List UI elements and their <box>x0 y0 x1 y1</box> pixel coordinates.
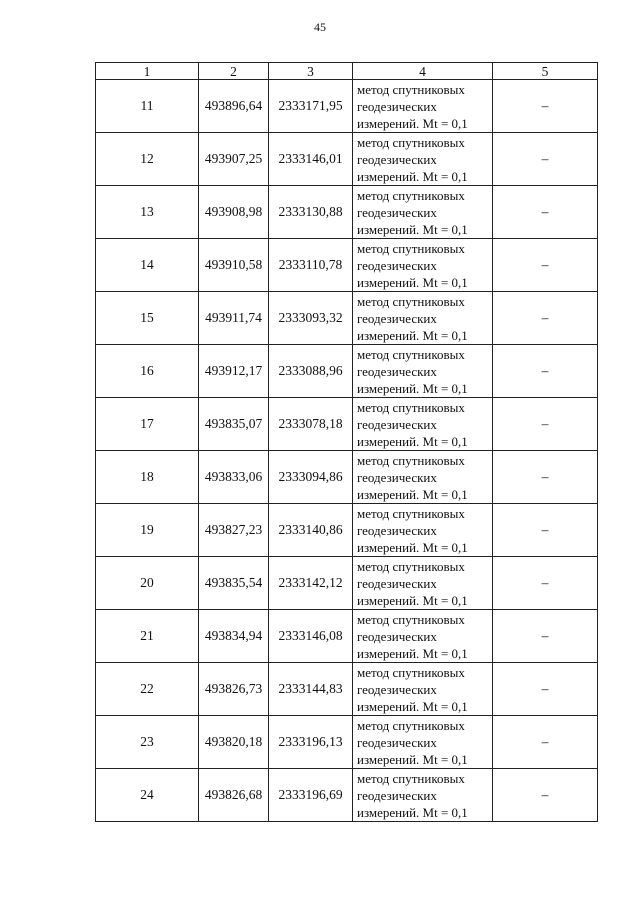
y-coordinate-cell: 2333088,96 <box>269 345 353 398</box>
header-cell-x: 2 <box>199 63 269 80</box>
table-row <box>96 769 598 822</box>
point-number-cell: 11 <box>96 80 199 133</box>
note-cell: – <box>493 610 598 663</box>
method-cell: метод спутниковых геодезических измерений. Mt = 0,1 <box>353 769 493 822</box>
y-coordinate-cell: 2333171,95 <box>269 80 353 133</box>
note-cell: – <box>493 133 598 186</box>
y-coordinate-cell: 2333146,08 <box>269 610 353 663</box>
table-body <box>96 80 598 822</box>
table-row <box>96 345 598 398</box>
point-number-cell: 19 <box>96 504 199 557</box>
y-coordinate-cell: 2333196,69 <box>269 769 353 822</box>
method-cell: метод спутниковых геодезических измерений. Mt = 0,1 <box>353 504 493 557</box>
point-number-cell: 24 <box>96 769 199 822</box>
point-number-cell: 14 <box>96 239 199 292</box>
table-row <box>96 716 598 769</box>
note-cell: – <box>493 451 598 504</box>
table-row <box>96 80 598 133</box>
y-coordinate-cell: 2333196,13 <box>269 716 353 769</box>
note-cell: – <box>493 186 598 239</box>
x-coordinate-cell: 493834,94 <box>199 610 269 663</box>
coordinates-table <box>95 62 598 822</box>
note-cell: – <box>493 239 598 292</box>
header-row <box>96 63 598 80</box>
method-cell: метод спутниковых геодезических измерений. Mt = 0,1 <box>353 716 493 769</box>
x-coordinate-cell: 493912,17 <box>199 345 269 398</box>
note-cell: – <box>493 557 598 610</box>
method-cell: метод спутниковых геодезических измерений. Mt = 0,1 <box>353 663 493 716</box>
table-row <box>96 663 598 716</box>
x-coordinate-cell: 493911,74 <box>199 292 269 345</box>
y-coordinate-cell: 2333140,86 <box>269 504 353 557</box>
x-coordinate-cell: 493908,98 <box>199 186 269 239</box>
x-coordinate-cell: 493896,64 <box>199 80 269 133</box>
note-cell: – <box>493 663 598 716</box>
point-number-cell: 21 <box>96 610 199 663</box>
point-number-cell: 18 <box>96 451 199 504</box>
note-cell: – <box>493 80 598 133</box>
y-coordinate-cell: 2333146,01 <box>269 133 353 186</box>
method-cell: метод спутниковых геодезических измерений. Mt = 0,1 <box>353 292 493 345</box>
y-coordinate-cell: 2333078,18 <box>269 398 353 451</box>
x-coordinate-cell: 493835,54 <box>199 557 269 610</box>
table-row <box>96 610 598 663</box>
method-cell: метод спутниковых геодезических измерений. Mt = 0,1 <box>353 345 493 398</box>
point-number-cell: 20 <box>96 557 199 610</box>
method-cell: метод спутниковых геодезических измерений. Mt = 0,1 <box>353 186 493 239</box>
y-coordinate-cell: 2333093,32 <box>269 292 353 345</box>
table-row <box>96 504 598 557</box>
header-cell-y: 3 <box>269 63 353 80</box>
table-row <box>96 186 598 239</box>
x-coordinate-cell: 493827,23 <box>199 504 269 557</box>
y-coordinate-cell: 2333094,86 <box>269 451 353 504</box>
note-cell: – <box>493 292 598 345</box>
x-coordinate-cell: 493835,07 <box>199 398 269 451</box>
table-row <box>96 557 598 610</box>
table-header <box>96 63 598 80</box>
point-number-cell: 23 <box>96 716 199 769</box>
note-cell: – <box>493 716 598 769</box>
point-number-cell: 12 <box>96 133 199 186</box>
point-number-cell: 15 <box>96 292 199 345</box>
method-cell: метод спутниковых геодезических измерений. Mt = 0,1 <box>353 451 493 504</box>
y-coordinate-cell: 2333144,83 <box>269 663 353 716</box>
method-cell: метод спутниковых геодезических измерений. Mt = 0,1 <box>353 133 493 186</box>
point-number-cell: 16 <box>96 345 199 398</box>
method-cell: метод спутниковых геодезических измерений. Mt = 0,1 <box>353 80 493 133</box>
method-cell: метод спутниковых геодезических измерений. Mt = 0,1 <box>353 398 493 451</box>
header-cell-method: 4 <box>353 63 493 80</box>
table-row <box>96 451 598 504</box>
page-number: 45 <box>314 20 326 34</box>
method-cell: метод спутниковых геодезических измерений. Mt = 0,1 <box>353 610 493 663</box>
x-coordinate-cell: 493826,68 <box>199 769 269 822</box>
point-number-cell: 22 <box>96 663 199 716</box>
table-row <box>96 133 598 186</box>
header-cell-note: 5 <box>493 63 598 80</box>
point-number-cell: 17 <box>96 398 199 451</box>
method-cell: метод спутниковых геодезических измерений. Mt = 0,1 <box>353 557 493 610</box>
note-cell: – <box>493 345 598 398</box>
y-coordinate-cell: 2333130,88 <box>269 186 353 239</box>
note-cell: – <box>493 769 598 822</box>
header-cell-point-number: 1 <box>96 63 199 80</box>
y-coordinate-cell: 2333142,12 <box>269 557 353 610</box>
x-coordinate-cell: 493910,58 <box>199 239 269 292</box>
x-coordinate-cell: 493826,73 <box>199 663 269 716</box>
table-row <box>96 292 598 345</box>
table-row <box>96 398 598 451</box>
x-coordinate-cell: 493907,25 <box>199 133 269 186</box>
x-coordinate-cell: 493833,06 <box>199 451 269 504</box>
method-cell: метод спутниковых геодезических измерений. Mt = 0,1 <box>353 239 493 292</box>
y-coordinate-cell: 2333110,78 <box>269 239 353 292</box>
note-cell: – <box>493 504 598 557</box>
note-cell: – <box>493 398 598 451</box>
table-row <box>96 239 598 292</box>
point-number-cell: 13 <box>96 186 199 239</box>
x-coordinate-cell: 493820,18 <box>199 716 269 769</box>
